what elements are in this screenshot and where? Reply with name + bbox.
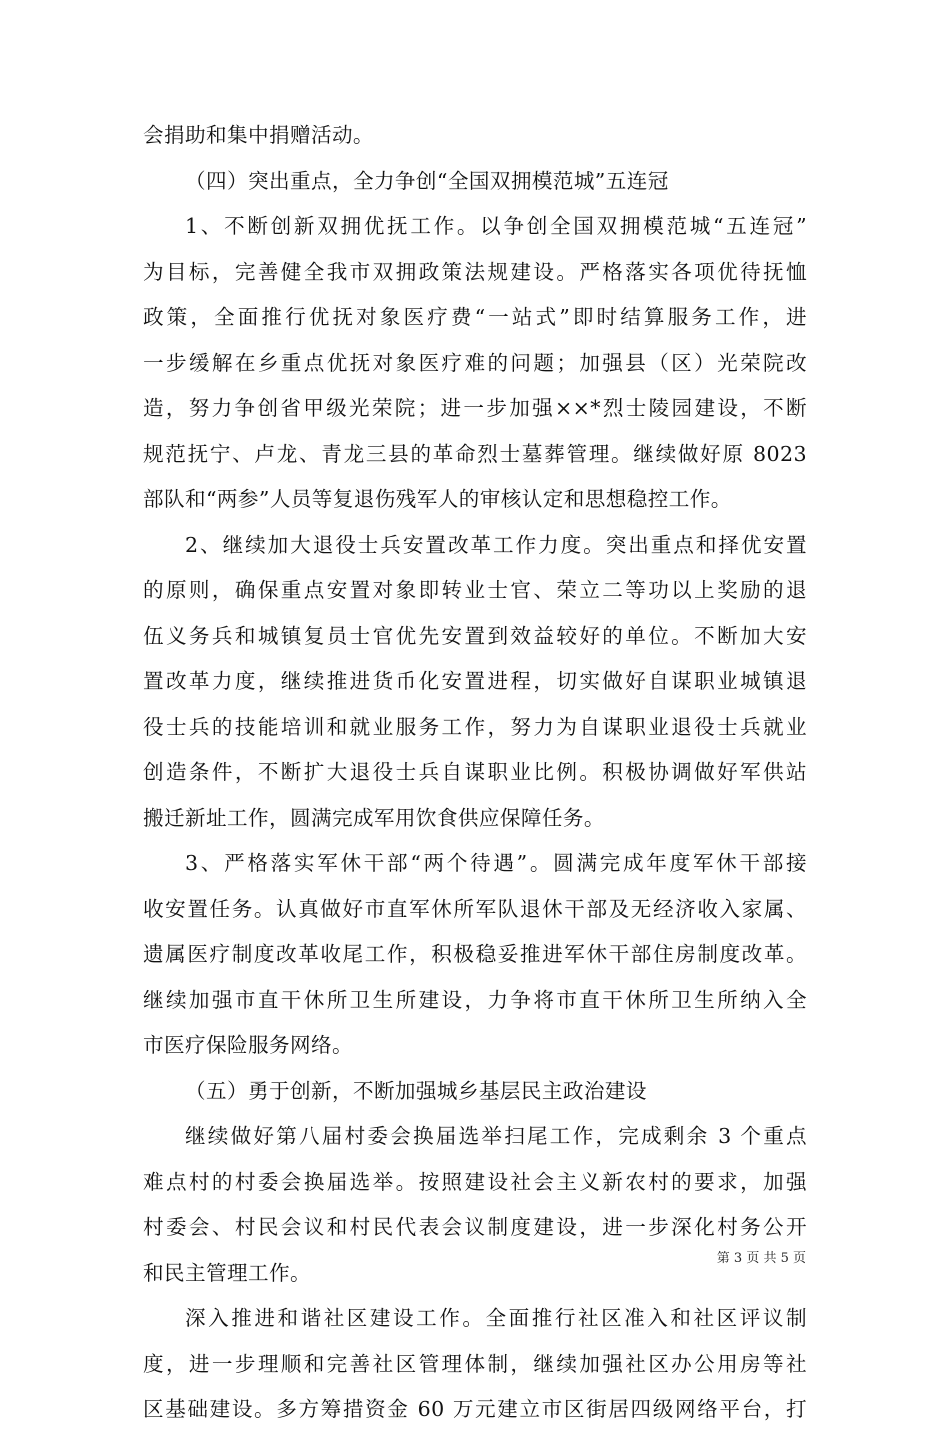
text-line: 会捐助和集中捐赠活动。 xyxy=(143,123,374,147)
text-line: 2、继续加大退役士兵安置改革工作力度。突出重点和择优安置 xyxy=(185,532,807,557)
text-line: 造，努力争创省甲级光荣院；进一步加强××*烈士陵园建设，不断 xyxy=(143,396,807,420)
text-line: 政策，全面推行优抚对象医疗费“一站式”即时结算服务工作，进 xyxy=(143,305,807,329)
document-body xyxy=(143,113,807,1433)
text-line: 遗属医疗制度改革收尾工作，积极稳妥推进军休干部住房制度改革。 xyxy=(143,942,807,966)
text-line: 区基础建设。多方筹措资金 60 万元建立市区街居四级网络平台，打 xyxy=(143,1397,807,1421)
text-line: 役士兵的技能培训和就业服务工作，努力为自谋职业退役士兵就业 xyxy=(143,714,807,739)
text-line: 为目标，完善健全我市双拥政策法规建设。严格落实各项优待抚恤 xyxy=(143,259,807,284)
text-line: 深入推进和谐社区建设工作。全面推行社区准入和社区评议制 xyxy=(185,1306,807,1330)
text-line: 置改革力度，继续推进货币化安置进程，切实做好自谋职业城镇退 xyxy=(143,669,807,693)
section-heading: （五）勇于创新，不断加强城乡基层民主政治建设 xyxy=(185,1078,647,1103)
text-line: 的原则，确保重点安置对象即转业士官、荣立二等功以上奖励的退 xyxy=(143,578,807,602)
text-line: 搬迁新址工作，圆满完成军用饮食供应保障任务。 xyxy=(143,805,605,830)
page-number: 第 3 页 共 5 页 xyxy=(716,1251,806,1266)
section-heading: （四）突出重点，全力争创“全国双拥模范城”五连冠 xyxy=(185,168,669,193)
text-line: 规范抚宁、卢龙、青龙三县的革命烈士墓葬管理。继续做好原 8023 xyxy=(143,441,807,466)
text-line: 继续做好第八届村委会换届选举扫尾工作，完成剩余 3 个重点 xyxy=(185,1124,807,1148)
text-line: 度，进一步理顺和完善社区管理体制，继续加强社区办公用房等社 xyxy=(143,1351,807,1376)
text-line: 收安置任务。认真做好市直军休所军队退休干部及无经济收入家属、 xyxy=(143,896,807,921)
text-line: 市医疗保险服务网络。 xyxy=(143,1033,353,1057)
text-line: 部队和“两参”人员等复退伤残军人的审核认定和思想稳控工作。 xyxy=(143,487,732,511)
text-line: 创造条件，不断扩大退役士兵自谋职业比例。积极协调做好军供站 xyxy=(143,760,807,784)
text-line: 村委会、村民会议和村民代表会议制度建设，进一步深化村务公开 xyxy=(143,1215,807,1239)
text-line: 一步缓解在乡重点优抚对象医疗难的问题；加强县（区）光荣院改 xyxy=(143,350,807,375)
text-line: 3、严格落实军休干部“两个待遇”。圆满完成年度军休干部接 xyxy=(185,851,807,875)
text-line: 和民主管理工作。 xyxy=(143,1260,311,1285)
text-line: 伍义务兵和城镇复员士官优先安置到效益较好的单位。不断加大安 xyxy=(143,623,807,648)
text-line: 1、不断创新双拥优抚工作。以争创全国双拥模范城“五连冠” xyxy=(185,214,807,238)
text-line: 难点村的村委会换届选举。按照建设社会主义新农村的要求，加强 xyxy=(143,1169,807,1194)
text-line: 继续加强市直干休所卫生所建设，力争将市直干休所卫生所纳入全 xyxy=(143,987,807,1012)
